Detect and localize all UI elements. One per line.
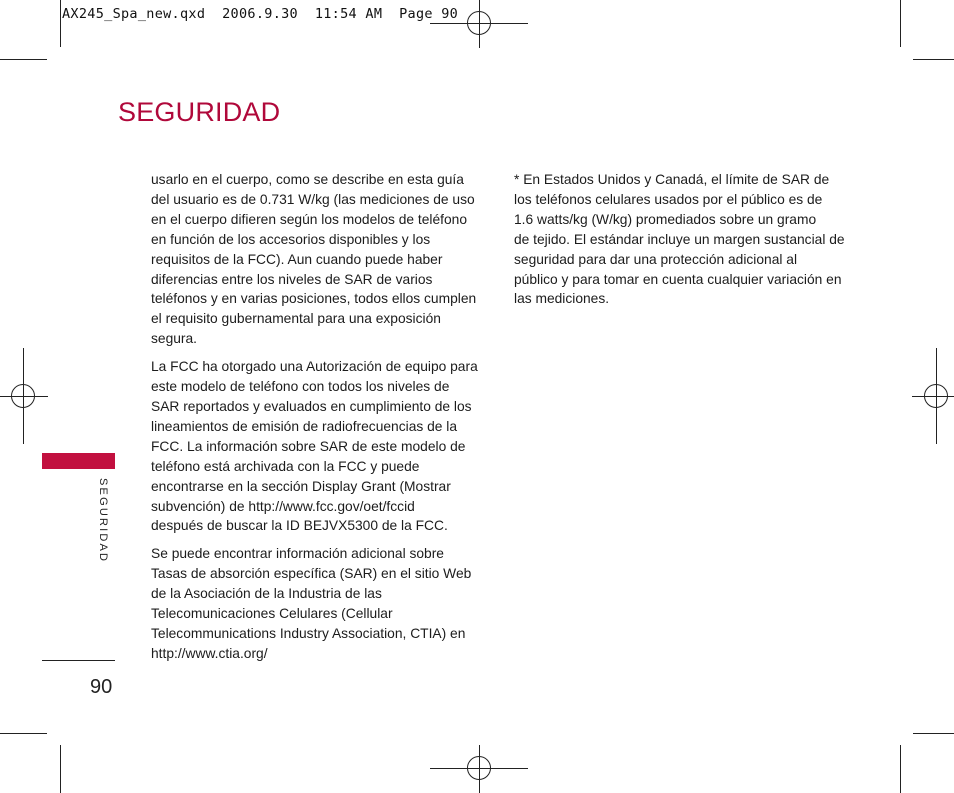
text-line: La FCC ha otorgado una Autorización de equipo para — [151, 359, 478, 375]
section-tab-marker — [42, 453, 115, 469]
text-line: lineamientos de emisión de radiofrecuencias de la — [151, 418, 458, 434]
registration-mark-left — [0, 348, 48, 444]
text-line: subvención) de http://www.fcc.gov/oet/fccid — [151, 498, 415, 514]
crop-mark-top-right-horizontal — [913, 59, 954, 60]
text-line: Tasas de absorción específica (SAR) en el sitio Web — [151, 566, 472, 582]
text-line: diferencias entre los niveles de SAR de varios — [151, 271, 433, 287]
crop-mark-top-right-vertical — [900, 0, 901, 47]
text-line: segura. — [151, 331, 198, 347]
crop-mark-top-left-horizontal — [0, 59, 47, 60]
section-side-label: SEGURIDAD — [97, 478, 109, 564]
paragraph — [151, 170, 481, 349]
paragraph — [151, 357, 481, 536]
registration-mark-bottom — [430, 745, 528, 793]
right-column — [514, 170, 846, 317]
crop-mark-top-left-vertical — [60, 0, 61, 47]
text-line: del usuario es de 0.731 W/kg (las mediciones de uso — [151, 191, 475, 207]
paragraph — [151, 544, 481, 663]
text-line: este modelo de teléfono con todos los niveles de — [151, 379, 450, 395]
page-number: 90 — [90, 676, 113, 698]
text-line: teléfono está archivada con la FCC y puede — [151, 458, 420, 474]
text-line: 1.6 watts/kg (W/kg) promediados sobre un gramo — [514, 211, 817, 227]
text-line: en función de los accesorios disponibles y los — [151, 231, 431, 247]
text-line: los teléfonos celulares usados por el público es de — [514, 191, 823, 207]
crop-mark-bottom-right-horizontal — [913, 733, 954, 734]
left-column — [151, 170, 481, 672]
text-line: de tejido. El estándar incluye un margen sustancial de — [514, 231, 845, 247]
footnote-paragraph — [514, 170, 846, 309]
text-line: el requisito gubernamental para una exposición — [151, 311, 441, 327]
text-line: Se puede encontrar información adicional sobre — [151, 546, 444, 562]
text-line: de la Asociación de la Industria de las — [151, 586, 382, 602]
page-title: SEGURIDAD — [118, 97, 281, 127]
crop-mark-bottom-right-vertical — [900, 745, 901, 793]
text-line: público y para tomar en cuenta cualquier variación en — [514, 271, 842, 287]
crop-mark-bottom-left-vertical — [60, 745, 61, 793]
crop-mark-bottom-left-horizontal — [0, 733, 47, 734]
text-line: las mediciones. — [514, 291, 610, 307]
text-line: * En Estados Unidos y Canadá, el límite de SAR de — [514, 172, 830, 187]
text-line: http://www.ctia.org/ — [151, 645, 268, 661]
registration-mark-right — [912, 348, 954, 444]
text-line: requisitos de la FCC). Aun cuando puede haber — [151, 251, 443, 267]
text-line: SAR reportados y evaluados en cumplimiento de los — [151, 398, 472, 414]
text-line: teléfonos y en varias posiciones, todos ellos cumplen — [151, 291, 477, 307]
text-line: encontrarse en la sección Display Grant (Mostrar — [151, 478, 451, 494]
registration-mark-top — [430, 0, 528, 48]
text-line: en el cuerpo difieren según los modelos de teléfono — [151, 211, 468, 227]
text-line: usarlo en el cuerpo, como se describe en esta guía — [151, 172, 464, 187]
text-line: Telecommunications Industry Association, CTIA) en — [151, 625, 466, 641]
text-line: Telecomunicaciones Celulares (Cellular — [151, 606, 393, 622]
print-slug: AX245_Spa_new.qxd 2006.9.30 11:54 AM Page 90 — [62, 6, 459, 22]
footer-rule — [42, 660, 115, 661]
text-line: FCC. La información sobre SAR de este modelo de — [151, 438, 466, 454]
text-line: después de buscar la ID BEJVX5300 de la FCC. — [151, 518, 448, 534]
text-line: seguridad para dar una protección adicional al — [514, 251, 798, 267]
